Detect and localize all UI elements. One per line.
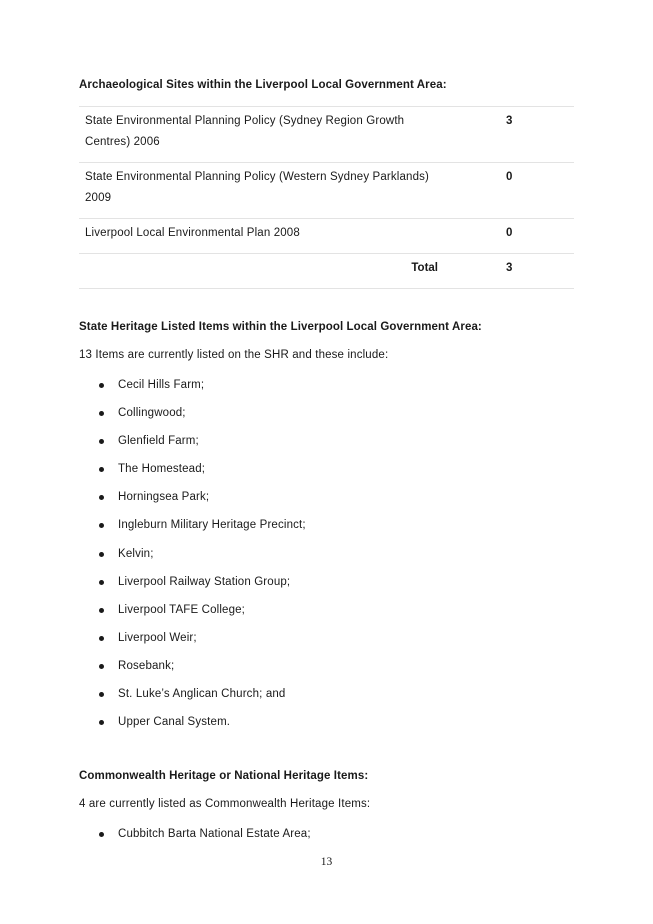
bullet-icon xyxy=(99,523,104,528)
list-item: Horningsea Park; xyxy=(0,489,653,517)
bullet-icon xyxy=(99,383,104,388)
total-label: Total xyxy=(411,262,438,274)
archaeological-heading: Archaeological Sites within the Liverpool Local Government Area: xyxy=(79,79,447,91)
commonwealth-list xyxy=(0,826,653,854)
row-label: State Environmental Planning Policy (Sydney Region Growth Centres) 2006 xyxy=(85,115,405,148)
row-label: State Environmental Planning Policy (Western Sydney Parklands) 2009 xyxy=(85,171,430,204)
row-value: 3 xyxy=(506,115,513,127)
table-row xyxy=(79,106,574,162)
list-item: Liverpool TAFE College; xyxy=(0,602,653,630)
bullet-icon xyxy=(99,580,104,585)
bullet-icon xyxy=(99,495,104,500)
row-value: 0 xyxy=(506,171,513,183)
list-item: Kelvin; xyxy=(0,546,653,574)
list-item: Rosebank; xyxy=(0,658,653,686)
state-heritage-intro: 13 Items are currently listed on the SHR and these include: xyxy=(79,349,389,361)
archaeological-sites-table xyxy=(79,106,574,289)
list-item: Cecil Hills Farm; xyxy=(0,377,653,405)
table-row xyxy=(79,218,574,253)
list-item: Liverpool Railway Station Group; xyxy=(0,574,653,602)
list-item: Liverpool Weir; xyxy=(0,630,653,658)
page-number: 13 xyxy=(320,856,333,868)
total-value: 3 xyxy=(506,262,513,274)
bullet-icon xyxy=(99,439,104,444)
state-heritage-list xyxy=(0,377,653,742)
bullet-icon xyxy=(99,411,104,416)
bullet-icon xyxy=(99,664,104,669)
bullet-icon xyxy=(99,692,104,697)
row-value: 0 xyxy=(506,227,513,239)
bullet-icon xyxy=(99,720,104,725)
list-item: Cubbitch Barta National Estate Area; xyxy=(0,826,653,854)
list-item: Ingleburn Military Heritage Precinct; xyxy=(0,517,653,545)
table-row xyxy=(79,162,574,218)
list-item: The Homestead; xyxy=(0,461,653,489)
bullet-icon xyxy=(99,636,104,641)
list-item: Upper Canal System. xyxy=(0,714,653,742)
bullet-icon xyxy=(99,608,104,613)
commonwealth-heading: Commonwealth Heritage or National Heritage Items: xyxy=(79,770,369,782)
list-item: Glenfield Farm; xyxy=(0,433,653,461)
commonwealth-intro: 4 are currently listed as Commonwealth Heritage Items: xyxy=(79,798,371,810)
bullet-icon xyxy=(99,552,104,557)
table-total-row xyxy=(79,253,574,289)
state-heritage-heading: State Heritage Listed Items within the Liverpool Local Government Area: xyxy=(79,321,482,333)
row-label: Liverpool Local Environmental Plan 2008 xyxy=(85,227,300,239)
list-item: Collingwood; xyxy=(0,405,653,433)
bullet-icon xyxy=(99,467,104,472)
list-item: St. Luke’s Anglican Church; and xyxy=(0,686,653,714)
bullet-icon xyxy=(99,832,104,837)
